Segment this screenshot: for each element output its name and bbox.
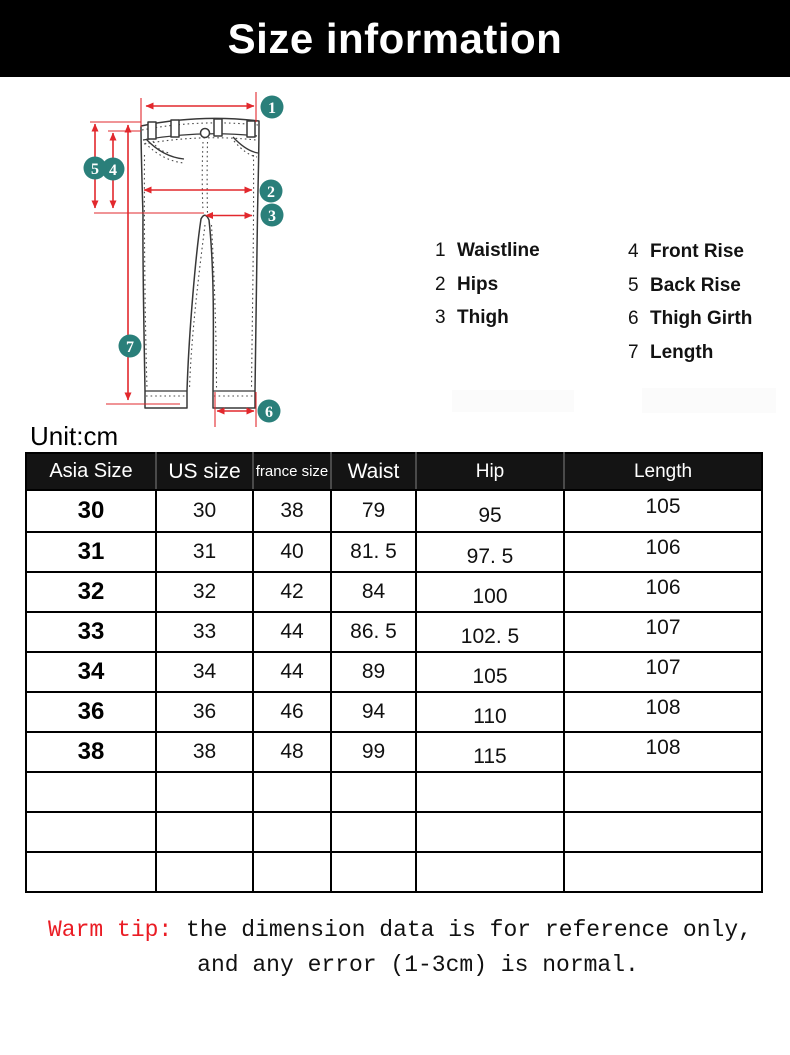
cell-waist: 89 bbox=[331, 652, 416, 692]
legend-item-number: 6 bbox=[628, 308, 639, 329]
cell-france-size: 44 bbox=[253, 652, 331, 692]
table-row bbox=[26, 490, 762, 532]
legend-item-number: 5 bbox=[628, 274, 639, 296]
cell-us-size: 34 bbox=[156, 652, 253, 692]
cell-france-size: 40 bbox=[253, 532, 331, 572]
legend-item-label: Thigh bbox=[457, 307, 509, 328]
belt-loop bbox=[171, 120, 179, 137]
cell-france-size: 42 bbox=[253, 572, 331, 612]
cell-us-size: 36 bbox=[156, 692, 253, 732]
column-header-waist: Waist bbox=[331, 453, 416, 490]
legend-item bbox=[628, 241, 752, 275]
warm-tip-label: Warm tip: bbox=[48, 917, 173, 943]
cell-length bbox=[564, 812, 762, 852]
cell-asia-size: 33 bbox=[26, 612, 156, 652]
legend-column-left bbox=[435, 240, 540, 341]
table-row bbox=[26, 612, 762, 652]
cell-france-size bbox=[253, 772, 331, 812]
cell-asia-size: 31 bbox=[26, 532, 156, 572]
column-header-france-size: france size bbox=[253, 453, 331, 490]
cell-length: 108 bbox=[564, 732, 762, 772]
cell-waist: 86. 5 bbox=[331, 612, 416, 652]
marker-1-number: 1 bbox=[268, 100, 276, 117]
cell-us-size: 32 bbox=[156, 572, 253, 612]
cell-us-size bbox=[156, 812, 253, 852]
legend-item-number: 1 bbox=[435, 240, 446, 261]
legend-item-number: 3 bbox=[435, 307, 446, 328]
faint-box bbox=[642, 388, 776, 413]
legend-item-label: Back Rise bbox=[650, 274, 741, 296]
cell-waist: 94 bbox=[331, 692, 416, 732]
faint-box bbox=[452, 390, 574, 412]
cell-length: 108 bbox=[564, 692, 762, 732]
cell-length: 107 bbox=[564, 652, 762, 692]
table-row bbox=[26, 772, 762, 812]
legend-item-number: 2 bbox=[435, 273, 446, 295]
legend-item-number: 7 bbox=[628, 341, 639, 363]
marker-7-number: 7 bbox=[126, 339, 134, 356]
cell-france-size bbox=[253, 852, 331, 892]
size-table bbox=[25, 452, 763, 893]
cell-length bbox=[564, 852, 762, 892]
belt-loop bbox=[247, 121, 255, 137]
cell-asia-size: 34 bbox=[26, 652, 156, 692]
cell-hip: 102. 5 bbox=[416, 612, 564, 652]
column-header-us-size: US size bbox=[156, 453, 253, 490]
table-row bbox=[26, 812, 762, 852]
cell-hip bbox=[416, 852, 564, 892]
cell-waist: 79 bbox=[331, 490, 416, 532]
cell-length: 105 bbox=[564, 490, 762, 532]
legend-item bbox=[435, 240, 540, 274]
cell-france-size: 46 bbox=[253, 692, 331, 732]
waist-button bbox=[201, 129, 210, 138]
cell-france-size: 48 bbox=[253, 732, 331, 772]
legend-item bbox=[628, 342, 752, 376]
pants-drawing bbox=[141, 118, 259, 408]
cell-asia-size: 36 bbox=[26, 692, 156, 732]
column-header-hip: Hip bbox=[416, 453, 564, 490]
cell-hip: 105 bbox=[416, 652, 564, 692]
table-row bbox=[26, 732, 762, 772]
page-title: Size information bbox=[227, 14, 563, 62]
marker-6-number: 6 bbox=[265, 404, 273, 421]
cell-asia-size: 32 bbox=[26, 572, 156, 612]
cell-asia-size bbox=[26, 812, 156, 852]
table-row bbox=[26, 852, 762, 892]
legend-item-label: Length bbox=[650, 341, 714, 363]
cell-hip: 95 bbox=[416, 490, 564, 532]
cell-asia-size: 38 bbox=[26, 732, 156, 772]
cell-us-size bbox=[156, 852, 253, 892]
table-header-row bbox=[26, 453, 762, 490]
marker-4-number: 4 bbox=[109, 162, 117, 179]
cell-france-size: 38 bbox=[253, 490, 331, 532]
warm-tip-text1: the dimension data is for reference only, bbox=[172, 917, 752, 943]
cell-hip: 115 bbox=[416, 732, 564, 772]
legend-item-label: Thigh Girth bbox=[650, 308, 753, 329]
pants-measurement-diagram bbox=[28, 85, 400, 447]
legend-item bbox=[628, 308, 752, 342]
cell-waist: 81. 5 bbox=[331, 532, 416, 572]
cell-us-size: 30 bbox=[156, 490, 253, 532]
legend-item-label: Hips bbox=[457, 273, 499, 295]
warm-tip bbox=[0, 913, 790, 983]
cell-waist: 84 bbox=[331, 572, 416, 612]
legend-item bbox=[435, 274, 540, 308]
cell-length bbox=[564, 772, 762, 812]
table-row bbox=[26, 692, 762, 732]
cell-waist bbox=[331, 812, 416, 852]
legend-item-label: Waistline bbox=[457, 240, 540, 261]
cell-waist bbox=[331, 852, 416, 892]
cell-length: 106 bbox=[564, 532, 762, 572]
cell-france-size bbox=[253, 812, 331, 852]
cell-hip bbox=[416, 812, 564, 852]
cell-us-size: 38 bbox=[156, 732, 253, 772]
cell-france-size: 44 bbox=[253, 612, 331, 652]
marker-3-number: 3 bbox=[268, 208, 276, 225]
cell-us-size: 33 bbox=[156, 612, 253, 652]
cell-asia-size bbox=[26, 852, 156, 892]
belt-loop bbox=[214, 119, 222, 136]
column-header-asia-size: Asia Size bbox=[26, 453, 156, 490]
cell-hip: 100 bbox=[416, 572, 564, 612]
cell-us-size bbox=[156, 772, 253, 812]
legend-column-right bbox=[628, 241, 752, 375]
unit-label: Unit:cm bbox=[30, 421, 119, 451]
marker-2-number: 2 bbox=[267, 184, 275, 201]
cell-us-size: 31 bbox=[156, 532, 253, 572]
table-row bbox=[26, 532, 762, 572]
legend-item-number: 4 bbox=[628, 241, 639, 262]
legend-item-label: Front Rise bbox=[650, 241, 744, 262]
warm-tip-line1 bbox=[0, 913, 790, 948]
header-bar bbox=[0, 0, 790, 77]
marker-5-number: 5 bbox=[91, 161, 99, 178]
cell-asia-size: 30 bbox=[26, 490, 156, 532]
cell-waist bbox=[331, 772, 416, 812]
cell-waist: 99 bbox=[331, 732, 416, 772]
cell-length: 107 bbox=[564, 612, 762, 652]
cell-hip: 110 bbox=[416, 692, 564, 732]
legend-item bbox=[435, 307, 540, 341]
legend-item bbox=[628, 275, 752, 309]
cell-asia-size bbox=[26, 772, 156, 812]
table-row bbox=[26, 652, 762, 692]
warm-tip-line2: and any error (1-3cm) is normal. bbox=[197, 952, 639, 978]
column-header-length: Length bbox=[564, 453, 762, 490]
table-row bbox=[26, 572, 762, 612]
cell-hip: 97. 5 bbox=[416, 532, 564, 572]
belt-loop bbox=[148, 122, 156, 139]
cell-hip bbox=[416, 772, 564, 812]
pants-outline bbox=[141, 118, 259, 408]
cell-length: 106 bbox=[564, 572, 762, 612]
